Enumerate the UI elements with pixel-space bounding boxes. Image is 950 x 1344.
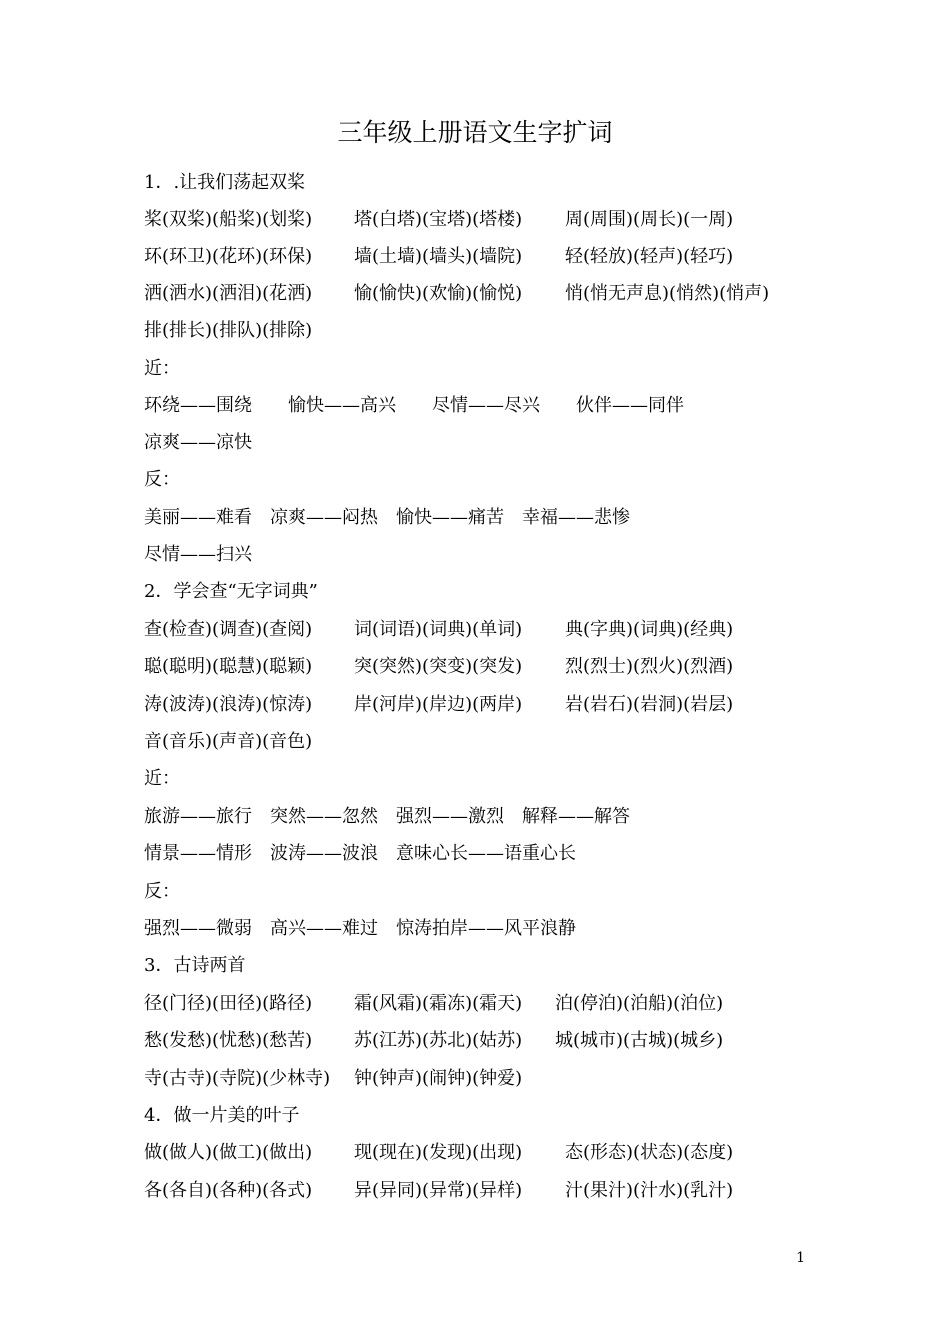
word-entry: 愁(发愁)(忧愁)(愁苦) <box>144 1030 313 1051</box>
word-entry: 态(形态)(状态)(态度) <box>565 1142 734 1163</box>
synonym-line: 情景——情形 波涛——波浪 意味心长——语重心长 <box>144 843 576 864</box>
word-entry: 愉(愉快)(欢愉)(愉悦) <box>354 283 523 304</box>
word-row <box>144 1172 734 1209</box>
synonym-line: 环绕——围绕 愉快——高兴 尽情——尽兴 伙伴——同伴 <box>144 395 684 416</box>
word-row <box>144 1060 523 1097</box>
word-row <box>144 686 734 723</box>
antonym-line: 强烈——微弱 高兴——难过 惊涛拍岸——风平浪静 <box>144 918 576 939</box>
word-entry: 岩(岩石)(岩洞)(岩层) <box>565 694 734 715</box>
synonyms-label: 近： <box>144 358 180 379</box>
word-entry: 音(音乐)(声音)(音色) <box>144 731 313 752</box>
word-entry: 查(检查)(调查)(查阅) <box>144 619 313 640</box>
word-row <box>144 723 313 760</box>
word-row <box>144 312 313 349</box>
antonyms-label: 反： <box>144 469 180 490</box>
word-entry: 典(字典)(词典)(经典) <box>565 619 734 640</box>
word-entry: 涛(波涛)(浪涛)(惊涛) <box>144 694 313 715</box>
word-entry: 突(突然)(突变)(突发) <box>354 656 523 677</box>
word-entry: 城(城市)(古城)(城乡) <box>555 1030 724 1051</box>
word-entry: 泊(停泊)(泊船)(泊位) <box>555 993 724 1014</box>
word-entry: 径(门径)(田径)(路径) <box>144 993 313 1014</box>
antonyms-label: 反： <box>144 881 180 902</box>
word-entry: 轻(轻放)(轻声)(轻巧) <box>565 246 734 267</box>
antonym-line: 尽情——扫兴 <box>144 544 252 565</box>
word-row <box>144 238 734 275</box>
word-entry: 桨(双桨)(船桨)(划桨) <box>144 209 313 230</box>
word-entry: 塔(白塔)(宝塔)(塔楼) <box>354 209 523 230</box>
word-row <box>144 1134 734 1171</box>
word-row <box>144 275 770 312</box>
section-heading: 4．做一片美的叶子 <box>144 1105 300 1126</box>
synonyms-label: 近： <box>144 768 180 789</box>
word-row <box>144 611 734 648</box>
word-row <box>144 201 734 238</box>
word-entry: 霜(风霜)(霜冻)(霜天) <box>354 993 523 1014</box>
word-entry: 异(异同)(异常)(异样) <box>354 1180 523 1201</box>
word-entry: 岸(河岸)(岸边)(两岸) <box>354 694 523 715</box>
word-entry: 寺(古寺)(寺院)(少林寺) <box>144 1068 331 1089</box>
word-row <box>144 985 724 1022</box>
word-entry: 苏(江苏)(苏北)(姑苏) <box>354 1030 523 1051</box>
page-number: 1 <box>796 1250 805 1266</box>
word-entry: 环(环卫)(花环)(环保) <box>144 246 313 267</box>
section-heading: 1．.让我们荡起双桨 <box>144 172 306 193</box>
word-entry: 现(现在)(发现)(出现) <box>354 1142 523 1163</box>
word-entry: 洒(洒水)(洒泪)(花洒) <box>144 283 313 304</box>
word-entry: 钟(钟声)(闹钟)(钟爱) <box>354 1068 523 1089</box>
word-row <box>144 648 734 685</box>
section-heading: 2．学会查“无字词典” <box>144 581 318 602</box>
word-entry: 词(词语)(词典)(单词) <box>354 619 523 640</box>
word-entry: 周(周围)(周长)(一周) <box>565 209 734 230</box>
word-entry: 汁(果汁)(汁水)(乳汁) <box>565 1180 734 1201</box>
word-entry: 烈(烈士)(烈火)(烈酒) <box>565 656 734 677</box>
antonym-line: 美丽——难看 凉爽——闷热 愉快——痛苦 幸福——悲惨 <box>144 507 630 528</box>
word-entry: 做(做人)(做工)(做出) <box>144 1142 313 1163</box>
page-title: 三年级上册语文生字扩词 <box>337 118 613 147</box>
word-entry: 悄(悄无声息)(悄然)(悄声) <box>565 283 770 304</box>
synonym-line: 旅游——旅行 突然——忽然 强烈——激烈 解释——解答 <box>144 806 630 827</box>
word-entry: 排(排长)(排队)(排除) <box>144 320 313 341</box>
synonym-line: 凉爽——凉快 <box>144 432 252 453</box>
section-heading: 3．古诗两首 <box>144 955 246 976</box>
word-entry: 墙(土墙)(墙头)(墙院) <box>354 246 523 267</box>
word-row <box>144 1022 724 1059</box>
word-entry: 各(各自)(各种)(各式) <box>144 1180 313 1201</box>
word-entry: 聪(聪明)(聪慧)(聪颖) <box>144 656 313 677</box>
